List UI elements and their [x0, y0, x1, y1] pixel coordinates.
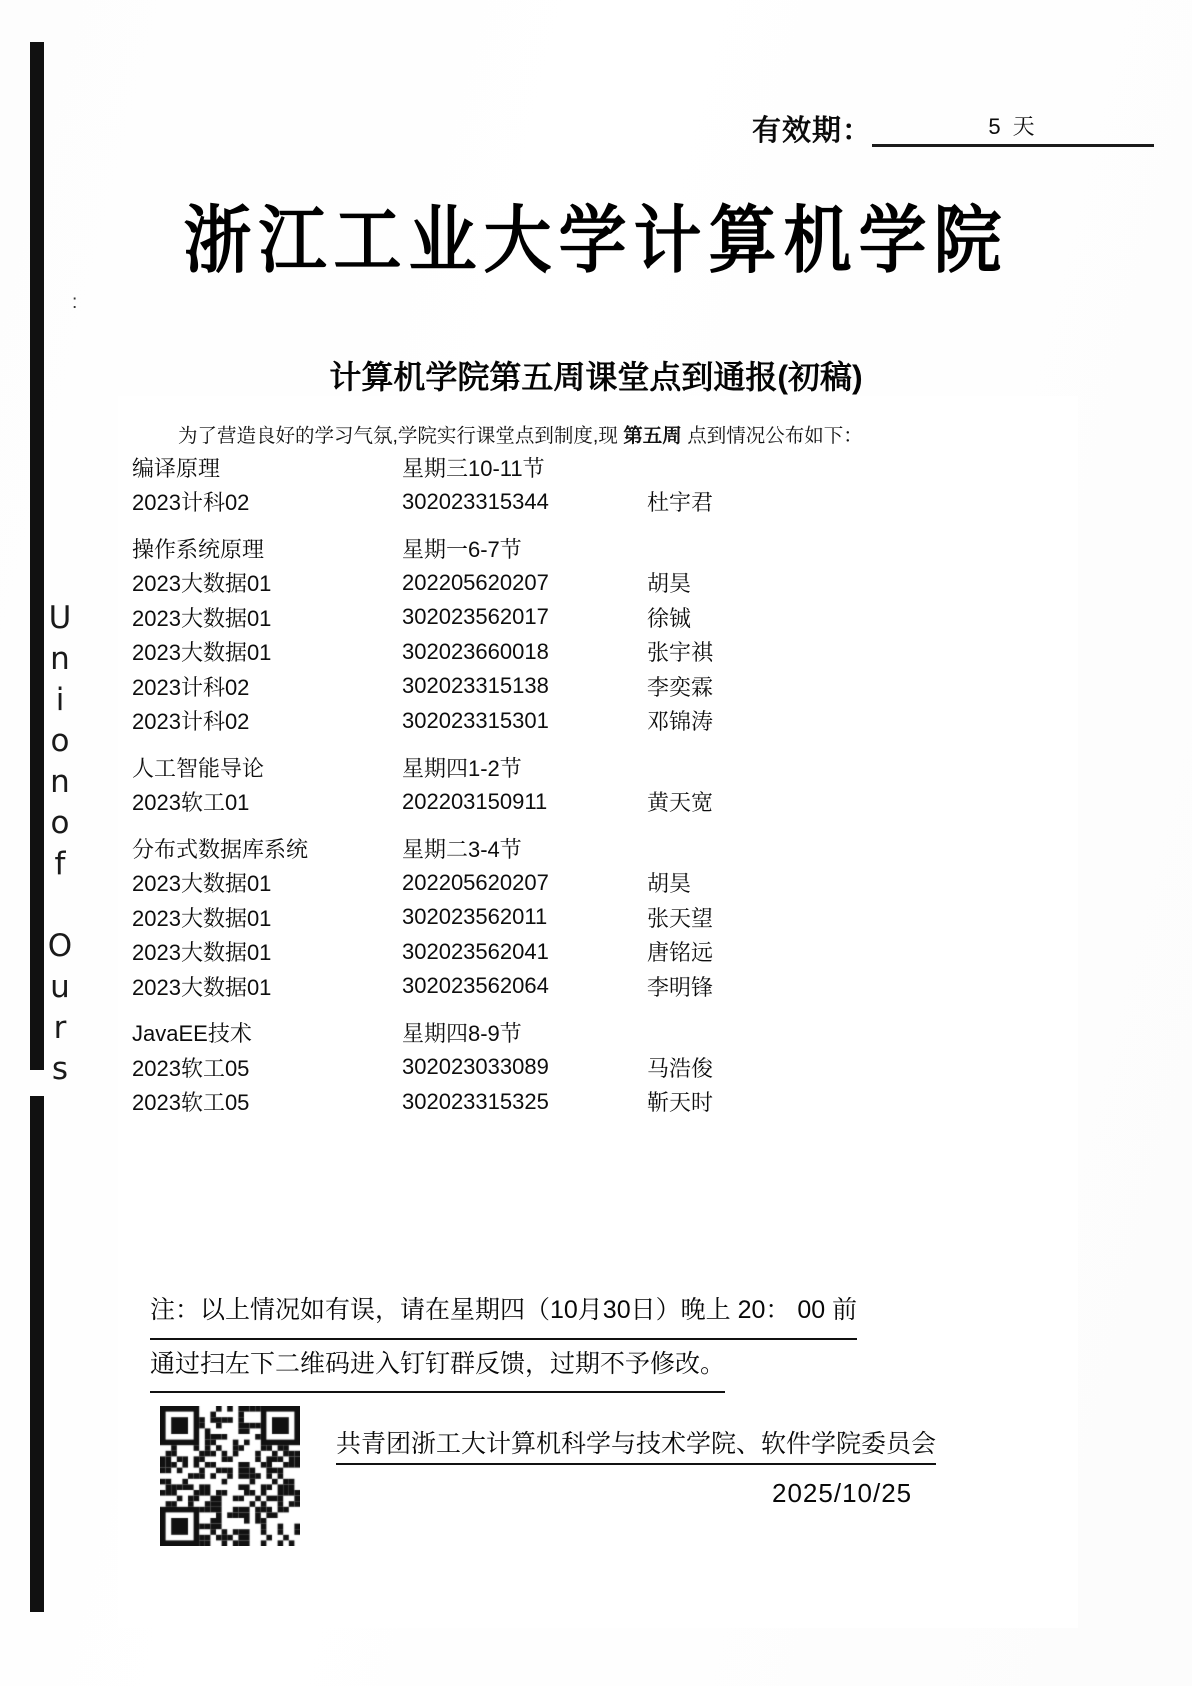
- intro-suffix: 点到情况公布如下：: [681, 425, 863, 447]
- table-row: [132, 866, 1062, 901]
- table-row: [132, 485, 1062, 520]
- course-time: 星期二3-4节: [402, 836, 522, 862]
- student-name: 李明锋: [647, 974, 714, 1000]
- student-class: 2023软工05: [132, 1090, 250, 1116]
- student-name: 张天望: [647, 905, 714, 931]
- table-row: [132, 785, 1062, 820]
- course-time: 星期四1-2节: [402, 755, 522, 781]
- student-class: 2023软工05: [132, 1055, 250, 1081]
- course-header-row: [132, 450, 1062, 485]
- student-class: 2023软工01: [132, 790, 250, 816]
- student-id: 302023315301: [402, 707, 549, 733]
- table-row: [132, 600, 1062, 635]
- table-row: [132, 969, 1062, 1004]
- student-id: 302023660018: [402, 638, 549, 664]
- note-line-2-text: 通过扫左下二维码进入钉钉群反馈，过期不予修改。: [150, 1340, 725, 1394]
- validity-field: [752, 108, 1154, 149]
- student-id: 302023562017: [402, 604, 549, 630]
- page-title: 浙江工业大学计算机学院: [183, 198, 1009, 284]
- document-subtitle-text: 计算机学院第五周课堂点到通报(初稿): [329, 359, 862, 402]
- student-class: 2023大数据01: [132, 571, 272, 597]
- left-edge-bar-bottom: [30, 1096, 44, 1612]
- table-row: [132, 900, 1062, 935]
- intro-paragraph: [178, 420, 1018, 448]
- student-class: 2023计科02: [132, 490, 250, 516]
- student-class: 2023大数据01: [132, 974, 272, 1000]
- course-header-row: [132, 831, 1062, 866]
- student-name: 唐铭远: [647, 940, 714, 966]
- table-row: [132, 669, 1062, 704]
- intro-prefix: 为了营造良好的学习气氛,学院实行课堂点到制度,现: [178, 425, 624, 447]
- footer-date: 2025/10/25: [772, 1478, 913, 1508]
- course-name: 操作系统原理: [132, 536, 265, 562]
- student-name: 马浩俊: [647, 1055, 714, 1081]
- note-line-2: [150, 1340, 980, 1394]
- course-time: 星期四8-9节: [402, 1021, 522, 1047]
- student-id: 302023315138: [402, 673, 549, 699]
- course-header-row: [132, 1016, 1062, 1051]
- course-name: 编译原理: [132, 455, 221, 481]
- course-name: JavaEE技术: [132, 1021, 252, 1047]
- student-class: 2023计科02: [132, 709, 250, 735]
- student-id: 302023033089: [402, 1054, 549, 1080]
- table-row: [132, 1050, 1062, 1085]
- student-name: 胡昊: [647, 571, 692, 597]
- student-class: 2023大数据01: [132, 871, 272, 897]
- student-id: 302023315344: [402, 488, 549, 514]
- course-name: 分布式数据库系统: [132, 836, 309, 862]
- student-id: 302023562011: [402, 904, 548, 930]
- validity-label: 有效期：: [752, 113, 873, 147]
- student-name: 李奕霖: [647, 674, 714, 700]
- student-id: 202205620207: [402, 869, 549, 895]
- qr-code-icon[interactable]: [160, 1406, 300, 1546]
- validity-value-underline: [872, 110, 1154, 147]
- student-class: 2023大数据01: [132, 605, 272, 631]
- course-time: 星期一6-7节: [402, 536, 522, 562]
- note-line-1-text: 注：以上情况如有误，请在星期四（10月30日）晚上 20： 00 前: [150, 1286, 857, 1340]
- table-row: [132, 1085, 1062, 1120]
- student-name: 胡昊: [647, 871, 692, 897]
- student-name: 徐铖: [647, 605, 692, 631]
- student-class: 2023大数据01: [132, 940, 272, 966]
- intro-emphasis: 第五周: [623, 425, 682, 447]
- footer-organization: 共青团浙工大计算机科学与技术学院、软件学院委员会: [336, 1424, 936, 1465]
- vertical-brand-watermark: Unionof Ours: [42, 600, 78, 1092]
- table-row: [132, 566, 1062, 601]
- student-name: 靳天时: [647, 1090, 714, 1116]
- document-subtitle: [0, 352, 1192, 398]
- student-class: 2023大数据01: [132, 905, 272, 931]
- student-id: 302023315325: [402, 1088, 549, 1114]
- course-header-row: [132, 750, 1062, 785]
- table-row: [132, 704, 1062, 739]
- course-header-row: [132, 531, 1062, 566]
- validity-value: 5 天: [988, 114, 1038, 139]
- student-name: 杜宇君: [647, 490, 714, 516]
- student-name: 黄天宽: [647, 790, 714, 816]
- student-class: 2023大数据01: [132, 640, 272, 666]
- student-id: 302023562041: [402, 938, 549, 964]
- student-id: 302023562064: [402, 973, 549, 999]
- table-row: [132, 935, 1062, 970]
- note-block: [150, 1286, 980, 1393]
- student-name: 张宇祺: [647, 640, 714, 666]
- table-row: [132, 635, 1062, 670]
- student-class: 2023计科02: [132, 674, 250, 700]
- course-time: 星期三10-11节: [402, 455, 545, 481]
- left-colon-mark: :: [72, 292, 78, 313]
- student-id: 202203150911: [402, 788, 548, 814]
- attendance-listing: [132, 450, 1062, 1119]
- note-line-1: [150, 1286, 980, 1340]
- course-name: 人工智能导论: [132, 755, 265, 781]
- student-name: 邓锦涛: [647, 709, 714, 735]
- student-id: 202205620207: [402, 569, 549, 595]
